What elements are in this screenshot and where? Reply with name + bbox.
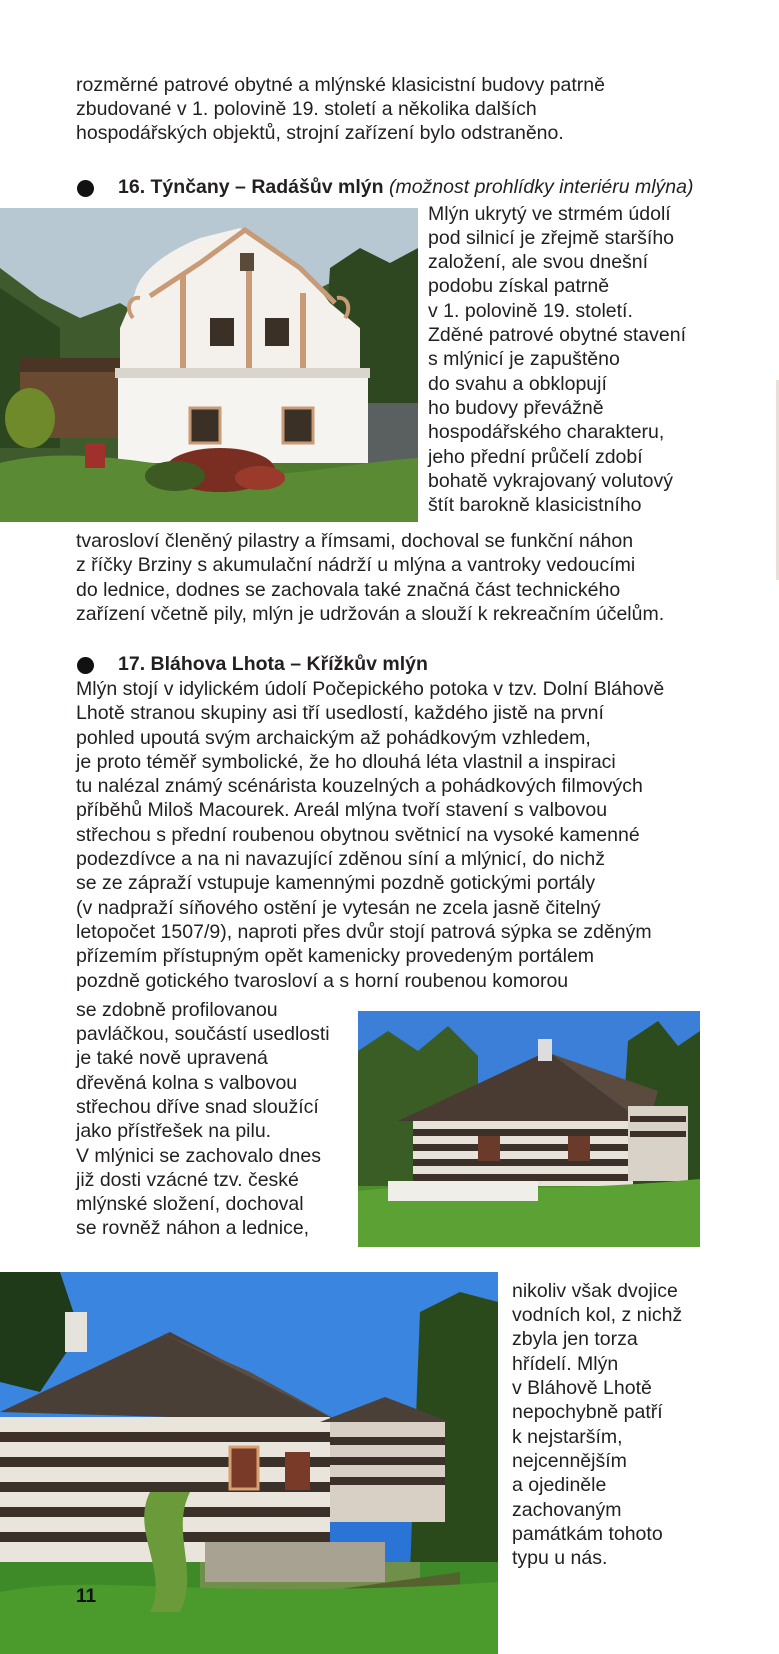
text-line: hřídelí. Mlýn [512, 1353, 619, 1375]
text-line: dřevěná kolna s valbovou [76, 1072, 298, 1094]
text-line: štít barokně klasicistního [428, 494, 642, 516]
text-line: hospodářských objektů, strojní zařízení bylo odstraněno. [76, 122, 564, 144]
text-line: nikoliv však dvojice [512, 1280, 678, 1302]
text-line: přízemím přístupným opět kamenicky provedeným portálem [76, 945, 595, 967]
text-line: podobu získal patrně [428, 275, 610, 297]
text-line: jako přístřešek na pilu. [76, 1120, 272, 1142]
text-line: střechou dříve snad sloužící [76, 1096, 319, 1118]
heading-title: 16. Týnčany – Radášův mlýn [118, 176, 384, 198]
text-line: a ojediněle [512, 1474, 607, 1496]
text-line: pozdně gotického tvarosloví a s horní roubenou komorou [76, 970, 569, 992]
text-line: rozměrné patrové obytné a mlýnské klasicistní budovy patrně [76, 74, 605, 96]
text-line: vodních kol, z nichž [512, 1304, 683, 1326]
text-line: k nejstarším, [512, 1426, 623, 1448]
photo-krizkuv-mlyn-shed [358, 1011, 700, 1247]
text-line: je proto téměř symbolické, že ho dlouhá léta vlastnil a inspiraci [76, 751, 616, 773]
text-line: do svahu a obklopují [428, 373, 607, 395]
heading-note: (možnost prohlídky interiéru mlýna) [388, 176, 694, 198]
text-line: bohatě vykrajovaný volutový [428, 470, 673, 492]
text-line: pohled upoutá svým archaickým až pohádkovým vzhledem, [76, 727, 591, 749]
text-line: zachovaným [512, 1499, 622, 1521]
text-line: z říčky Brziny s akumulační nádrží u mlýna a vantroky vedoucími [76, 554, 636, 576]
text-line: je také nově upravená [76, 1047, 268, 1069]
text-line: ho budovy převážně [428, 397, 604, 419]
text-line: v 1. polovině 19. století. [428, 300, 633, 322]
text-line: typu u nás. [512, 1547, 608, 1569]
text-line: Mlýn ukrytý ve strmém údolí [428, 203, 671, 225]
text-line: se zdobně profilovanou [76, 999, 278, 1021]
text-line: (v nadpraží síňového ostění je vytesán ne zcela jasně čitelný [76, 897, 601, 919]
text-line: jeho přední průčelí zdobí [428, 446, 643, 468]
text-line: podezdívce a na ni navazující zděnou síní a mlýnicí, do nichž [76, 848, 605, 870]
text-line: střechou s přední roubenou obytnou světnicí na vysoké kamenné [76, 824, 640, 846]
section-17-heading: 17. Bláhova Lhota – Křížkův mlýn [118, 653, 428, 675]
text-line: se rovněž náhon a lednice, [76, 1217, 310, 1239]
text-line: založení, ale svou dnešní [428, 251, 649, 273]
text-line: se ze zápraží vstupuje kamennými pozdně gotickými portály [76, 872, 596, 894]
text-line: pod silnicí je zřejmě staršího [428, 227, 675, 249]
photo-radasuv-mlyn [0, 208, 418, 522]
text-line: příběhů Miloš Macourek. Areál mlýna tvoří stavení s valbovou [76, 799, 608, 821]
text-line: letopočet 1507/9), naproti přes dvůr stojí patrová sýpka se zděným [76, 921, 652, 943]
text-line: tu nalézal známý scénárista kouzelných a pohádkových filmových [76, 775, 643, 797]
text-line: v Bláhově Lhotě [512, 1377, 652, 1399]
text-line: pavláčkou, součástí usedlosti [76, 1023, 330, 1045]
section-16-heading [118, 175, 694, 199]
text-line: zbyla jen torza [512, 1328, 638, 1350]
bullet-icon [77, 180, 94, 197]
text-line: zbudované v 1. polovině 19. století a několika dalších [76, 98, 537, 120]
text-line: hospodářského charakteru, [428, 421, 665, 443]
text-line: s mlýnicí je zapuštěno [428, 348, 620, 370]
text-line: Mlýn stojí v idylickém údolí Počepického potoka v tzv. Dolní Bláhově [76, 678, 665, 700]
text-line: mlýnské složení, dochoval [76, 1193, 304, 1215]
text-line: Zděné patrové obytné stavení [428, 324, 687, 346]
text-line: do lednice, dodnes se zachovala také značná část technického [76, 579, 621, 601]
text-line: V mlýnici se zachovalo dnes [76, 1145, 321, 1167]
text-line: již dosti vzácné tzv. české [76, 1169, 299, 1191]
text-line: Lhotě stranou skupiny asi tří usedlostí, každého jistě na první [76, 702, 604, 724]
text-line: nejcennějším [512, 1450, 627, 1472]
text-line: tvarosloví členěný pilastry a římsami, dochoval se funkční náhon [76, 530, 634, 552]
text-line: nepochybně patří [512, 1401, 663, 1423]
bullet-icon [77, 657, 94, 674]
text-line: zařízení včetně pily, mlýn je udržován a slouží k rekreačním účelům. [76, 603, 665, 625]
photo-krizkuv-mlyn-houses [0, 1272, 498, 1654]
text-line: památkám tohoto [512, 1523, 663, 1545]
page-number: 11 [76, 1586, 97, 1607]
